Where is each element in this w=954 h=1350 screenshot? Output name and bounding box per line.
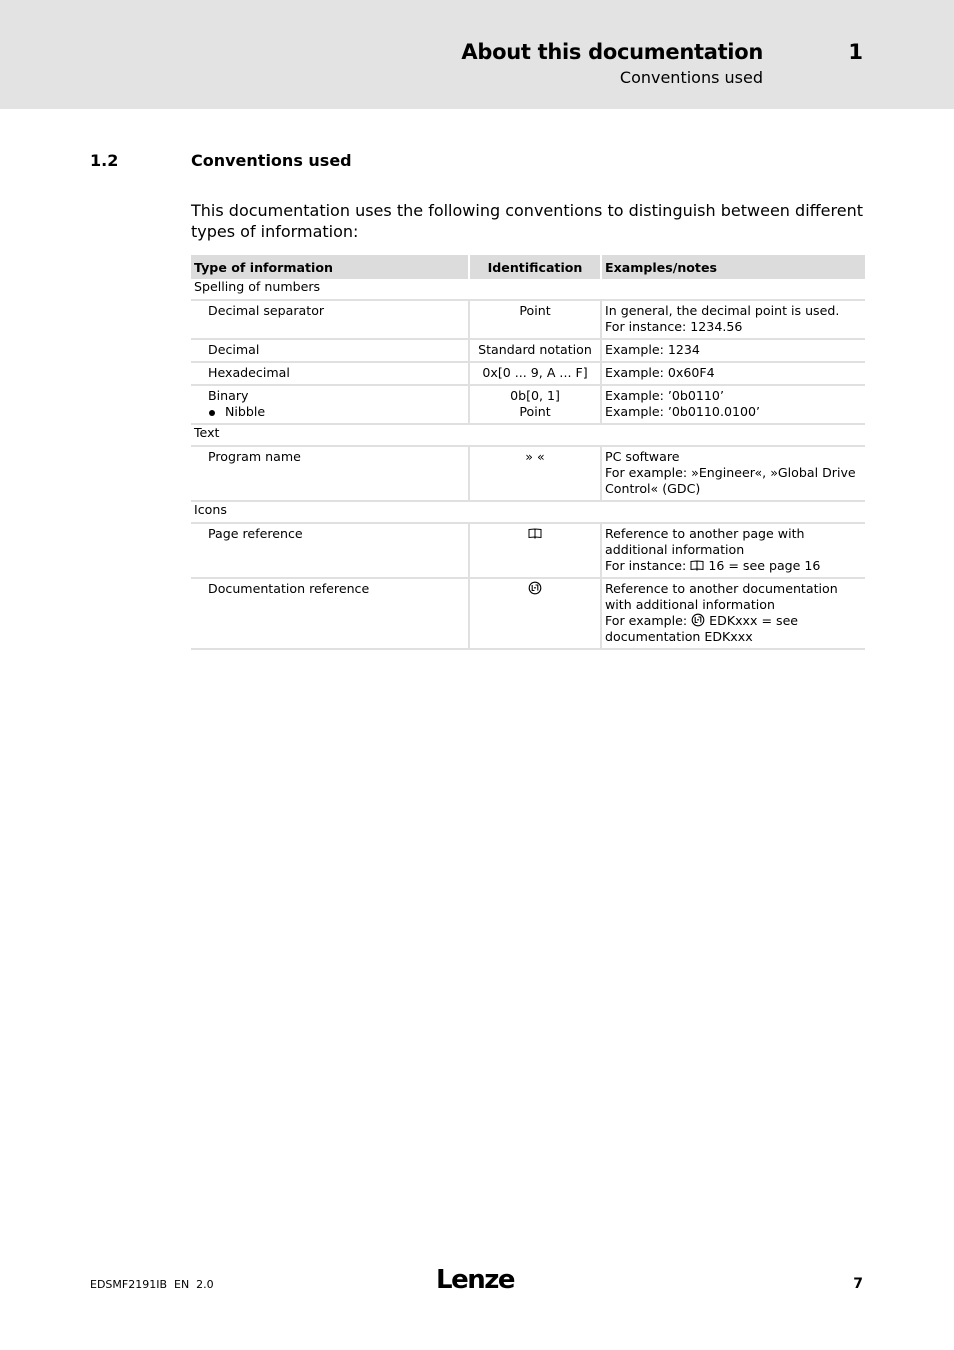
documentation-icon — [528, 581, 542, 595]
identification-cell: Point — [469, 300, 601, 339]
example-line: Reference to another documentation with additional information — [605, 581, 838, 612]
book-icon — [528, 528, 542, 539]
example-line: For instance: 1234.56 — [605, 319, 743, 334]
book-icon — [690, 560, 704, 571]
table-row — [191, 362, 865, 385]
type-cell: Hexadecimal — [191, 362, 469, 385]
group-label: Icons — [191, 501, 865, 523]
type-cell: Program name — [191, 446, 469, 501]
nibble-label: Nibble — [225, 404, 266, 419]
table-row — [191, 523, 865, 578]
chapter-title: About this documentation — [461, 40, 763, 64]
example-line: Example: ’0b0110’ — [605, 388, 724, 403]
identification-line: 0b[0, 1] — [510, 388, 560, 403]
group-row-numbers — [191, 279, 865, 300]
example-prefix: For example: — [605, 613, 688, 628]
identification-cell — [469, 578, 601, 649]
group-label: Text — [191, 424, 865, 446]
examples-cell: Example: 0x60F4 — [601, 362, 865, 385]
chapter-number: 1 — [848, 40, 863, 64]
type-line: Binary — [208, 388, 249, 403]
table-row — [191, 446, 865, 501]
type-cell — [191, 385, 469, 424]
type-cell: Decimal separator — [191, 300, 469, 339]
examples-cell — [601, 578, 865, 649]
type-cell: Decimal — [191, 339, 469, 362]
example-line: Example: ’0b0110.0100’ — [605, 404, 760, 419]
example-line — [605, 558, 862, 574]
column-header-identification: Identification — [469, 255, 601, 279]
table-row — [191, 339, 865, 362]
group-label: Spelling of numbers — [191, 279, 865, 300]
type-cell: Page reference — [191, 523, 469, 578]
example-line: For example: »Engineer«, »Global Drive Control« (GDC) — [605, 465, 856, 496]
identification-line: Point — [519, 404, 551, 419]
examples-cell — [601, 300, 865, 339]
table-row — [191, 300, 865, 339]
example-suffix: EDKxxx = see documentation EDKxxx — [605, 613, 799, 644]
example-line: PC software — [605, 449, 680, 464]
lenze-logo — [436, 1265, 516, 1293]
chapter-subtitle: Conventions used — [619, 68, 763, 87]
group-row-text — [191, 424, 865, 446]
section-number: 1.2 — [90, 151, 119, 170]
table-header-row — [191, 255, 865, 279]
identification-cell: 0x[0 ... 9, A ... F] — [469, 362, 601, 385]
identification-cell — [469, 523, 601, 578]
identification-cell: » « — [469, 446, 601, 501]
lenze-logo-text: Lenze — [436, 1265, 514, 1293]
example-line: In general, the decimal point is used. — [605, 303, 840, 318]
table-row — [191, 385, 865, 424]
examples-cell — [601, 446, 865, 501]
column-header-examples: Examples/notes — [601, 255, 865, 279]
conventions-table — [191, 255, 865, 650]
type-cell: Documentation reference — [191, 578, 469, 649]
example-line: Reference to another page with additional information — [605, 526, 805, 557]
section-title: Conventions used — [191, 151, 352, 170]
identification-cell: Standard notation — [469, 339, 601, 362]
column-header-type: Type of information — [191, 255, 469, 279]
documentation-icon — [691, 613, 705, 627]
type-line-nibble — [208, 404, 465, 420]
document-code: EDSMF2191IB EN 2.0 — [90, 1278, 214, 1291]
group-row-icons — [191, 501, 865, 523]
examples-cell: Example: 1234 — [601, 339, 865, 362]
example-line — [605, 613, 862, 645]
examples-cell — [601, 523, 865, 578]
identification-cell — [469, 385, 601, 424]
page-number: 7 — [853, 1276, 863, 1292]
example-suffix: 16 = see page 16 — [708, 558, 821, 573]
table-row — [191, 578, 865, 649]
examples-cell — [601, 385, 865, 424]
intro-paragraph: This documentation uses the following conventions to distinguish between different types of information: — [191, 201, 863, 241]
example-prefix: For instance: — [605, 558, 687, 573]
bullet-icon — [209, 410, 215, 416]
